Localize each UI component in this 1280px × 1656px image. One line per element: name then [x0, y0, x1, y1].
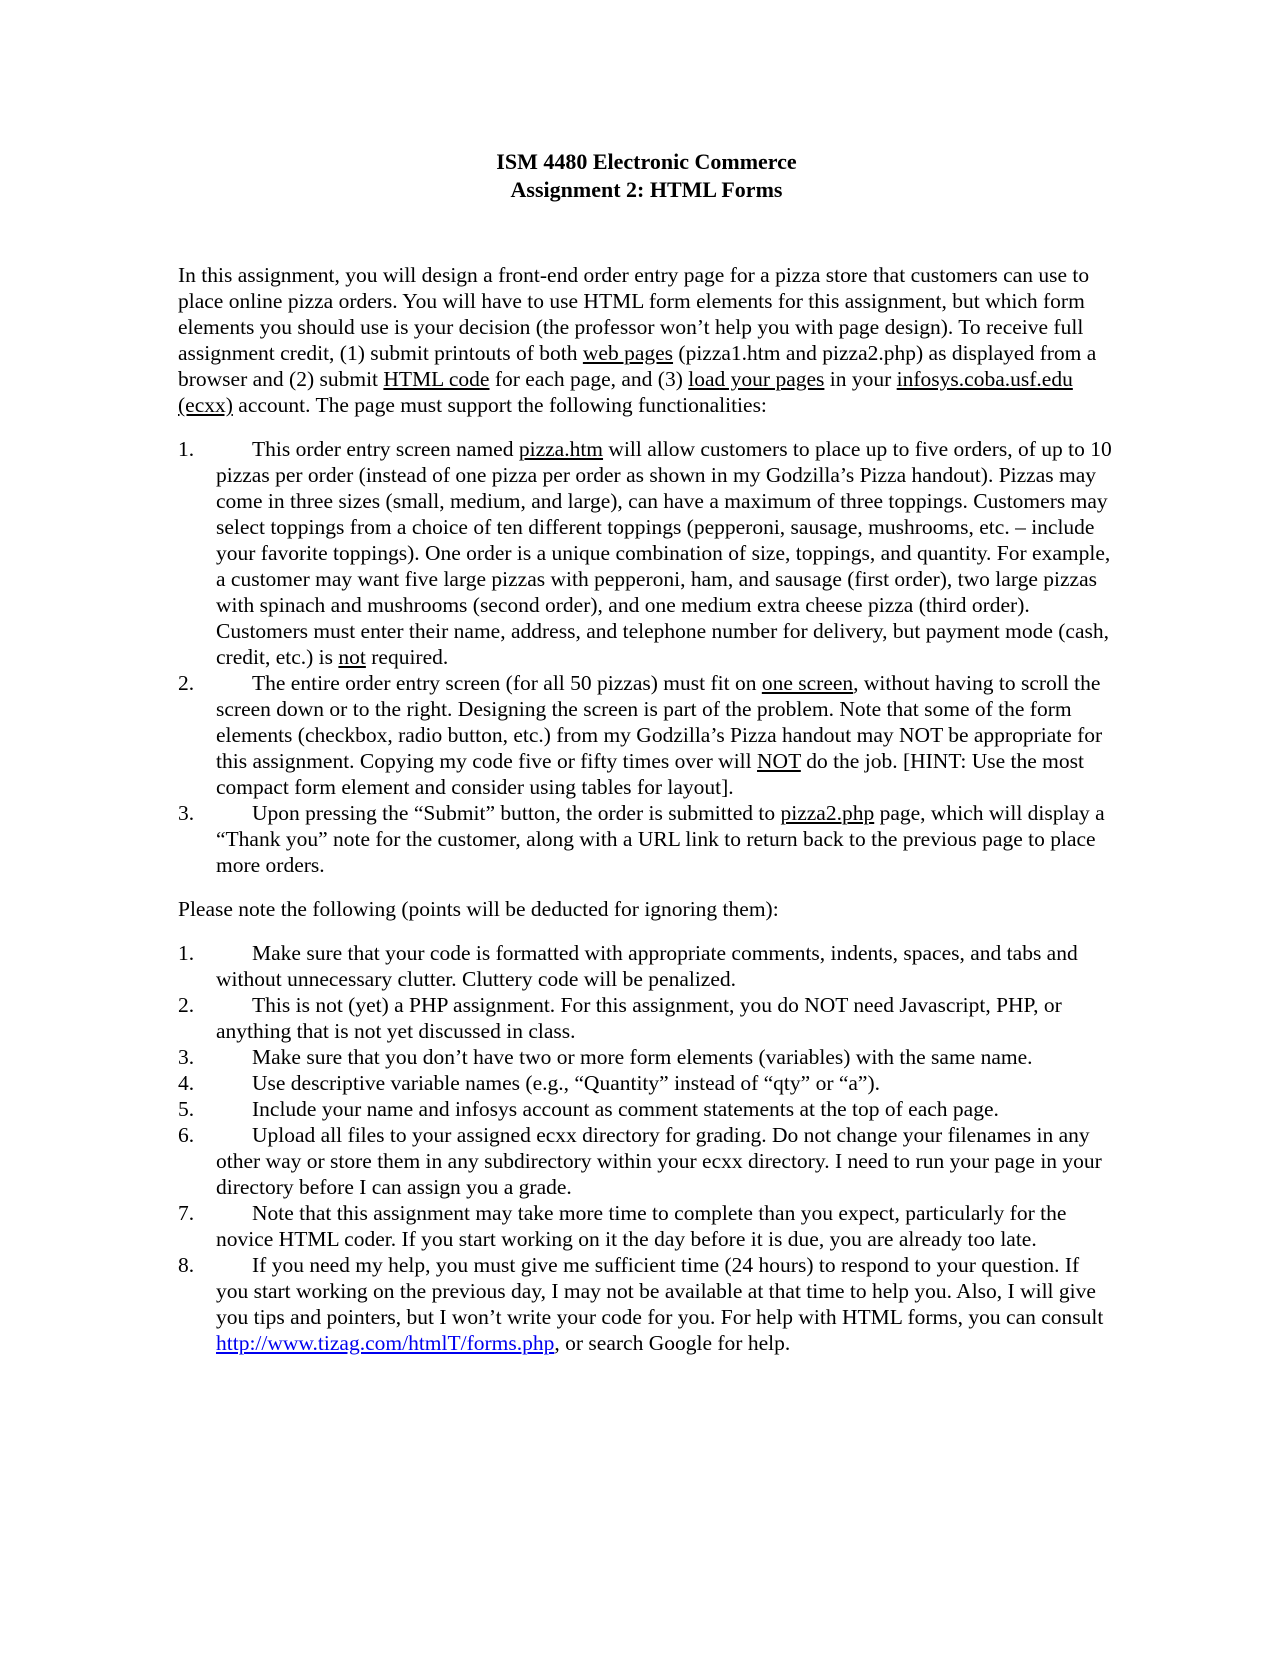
intro-text-2: (pizza1.htm and pizza2.php) as displayed from a browser and (2) submit	[178, 341, 1097, 391]
intro-text-5: account. The page must support the following functionalities:	[232, 393, 767, 417]
list-item-text: Use descriptive variable names (e.g., “Quantity” instead of “qty” or “a”).	[252, 1071, 881, 1095]
notes-list	[178, 940, 1115, 1356]
list-number: 2.	[178, 671, 195, 695]
list-number: 4.	[178, 1071, 195, 1095]
html-code-text: HTML code	[383, 367, 490, 391]
list-item	[178, 940, 1115, 992]
intro-text-4: in your	[824, 367, 897, 391]
list-number: 6.	[178, 1123, 195, 1147]
list-item	[178, 1044, 1115, 1070]
list-item-text: This is not (yet) a PHP assignment. For this assignment, you do NOT need Javascript, PHP, or anything that is not yet discussed in class.	[216, 993, 1062, 1043]
notes-heading: Please note the following (points will be deducted for ignoring them):	[178, 897, 779, 921]
list-item-text: do the job. [HINT: Use the most compact form element and consider using tables for layout].	[216, 749, 1084, 799]
requirements-list	[178, 436, 1115, 878]
list-item	[178, 1122, 1115, 1200]
list-number: 2.	[178, 993, 195, 1017]
list-number: 1.	[178, 437, 195, 461]
document-page	[178, 148, 1115, 1374]
list-item-text: required.	[365, 645, 449, 669]
tizag-forms-link[interactable]: http://www.tizag.com/htmlT/forms.php	[216, 1331, 555, 1355]
list-item-text: Upon pressing the “Submit” button, the order is submitted to	[252, 801, 781, 825]
intro-text-1: In this assignment, you will design a front-end order entry page for a pizza store that customers can use to place online pizza orders. You will have to use HTML form elements for this assignment, but which form elements you should use is your decision (the professor won’t help you with page design). To receive full assignment credit, (1) submit printouts of both	[178, 263, 1090, 365]
list-number: 1.	[178, 941, 195, 965]
list-number: 3.	[178, 801, 195, 825]
list-number: 8.	[178, 1253, 195, 1277]
list-item	[178, 1070, 1115, 1096]
list-item	[178, 800, 1115, 878]
list-item-text: , or search Google for help.	[554, 1331, 791, 1355]
account-text: infosys.coba.usf.edu (ecxx)	[178, 367, 1073, 417]
list-item	[178, 1252, 1115, 1356]
pizza2-php-text: pizza2.php	[780, 801, 875, 825]
load-pages-text: load your pages	[688, 367, 825, 391]
list-item	[178, 670, 1115, 800]
web-pages-text: web pages	[582, 341, 674, 365]
intro-paragraph	[178, 262, 1115, 418]
list-item-text: Make sure that your code is formatted with appropriate comments, indents, spaces, and tabs and without unnecessary clutter. Cluttery code will be penalized.	[216, 941, 1078, 991]
intro-text-3: for each page, and (3)	[489, 367, 689, 391]
list-item-text: page, which will display a “Thank you” note for the customer, along with a URL link to return back to the previous page to place more orders.	[216, 801, 1105, 877]
list-item-text: The entire order entry screen (for all 50 pizzas) must fit on	[252, 671, 762, 695]
list-item-text: If you need my help, you must give me sufficient time (24 hours) to respond to your question. If you start working on the previous day, I may not be available at that time to help you. Also, I will give you tips and pointers, but I won’t write your code for you. For help with HTML forms, you can consult	[216, 1253, 1104, 1329]
list-item-text: Make sure that you don’t have two or more form elements (variables) with the same name.	[252, 1045, 1033, 1069]
not-text: not	[338, 645, 366, 669]
list-item-text: , without having to scroll the screen down or to the right. Designing the screen is part of the problem. Note that some of the form elements (checkbox, radio button, etc.) from my Godzilla’s Pizza handout may NOT be appropriate for this assignment. Copying my code five or fifty times over will	[216, 671, 1103, 773]
list-item-text: will allow customers to place up to five orders, of up to 10 pizzas per order (instead of one pizza per order as shown in my Godzilla’s Pizza handout). Pizzas may come in three sizes (small, medium, and large), can have a maximum of three toppings. Customers may select toppings from a choice of ten different toppings (pepperoni, sausage, mushrooms, etc. – include your favorite toppings). One order is a unique combination of size, toppings, and quantity. For example, a customer may want five large pizzas with pepperoni, ham, and sausage (first order), two large pizzas with spinach and mushrooms (second order), and one medium extra cheese pizza (third order). Customers must enter their name, address, and telephone number for delivery, but payment mode (cash, credit, etc.) is	[216, 437, 1112, 669]
list-item	[178, 1200, 1115, 1252]
list-item	[178, 1096, 1115, 1122]
course-title: ISM 4480 Electronic Commerce	[496, 149, 797, 174]
list-number: 5.	[178, 1097, 195, 1121]
assignment-title: Assignment 2: HTML Forms	[510, 177, 783, 202]
list-item-text: Upload all files to your assigned ecxx directory for grading. Do not change your filenames in any other way or store them in any subdirectory within your ecxx directory. I need to run your page in your directory before I can assign you a grade.	[216, 1123, 1102, 1199]
list-number: 7.	[178, 1201, 195, 1225]
one-screen-text: one screen	[761, 671, 854, 695]
list-item-text: Include your name and infosys account as comment statements at the top of each page.	[252, 1097, 999, 1121]
pizza-htm-text: pizza.htm	[518, 437, 604, 461]
not-caps-text: NOT	[757, 749, 801, 773]
document-title	[178, 148, 1115, 204]
list-item-text: Note that this assignment may take more time to complete than you expect, particularly for the novice HTML coder. If you start working on it the day before it is due, you are already too late.	[216, 1201, 1067, 1251]
list-item-text: This order entry screen named	[252, 437, 519, 461]
list-item	[178, 436, 1115, 670]
list-number: 3.	[178, 1045, 195, 1069]
list-item	[178, 992, 1115, 1044]
